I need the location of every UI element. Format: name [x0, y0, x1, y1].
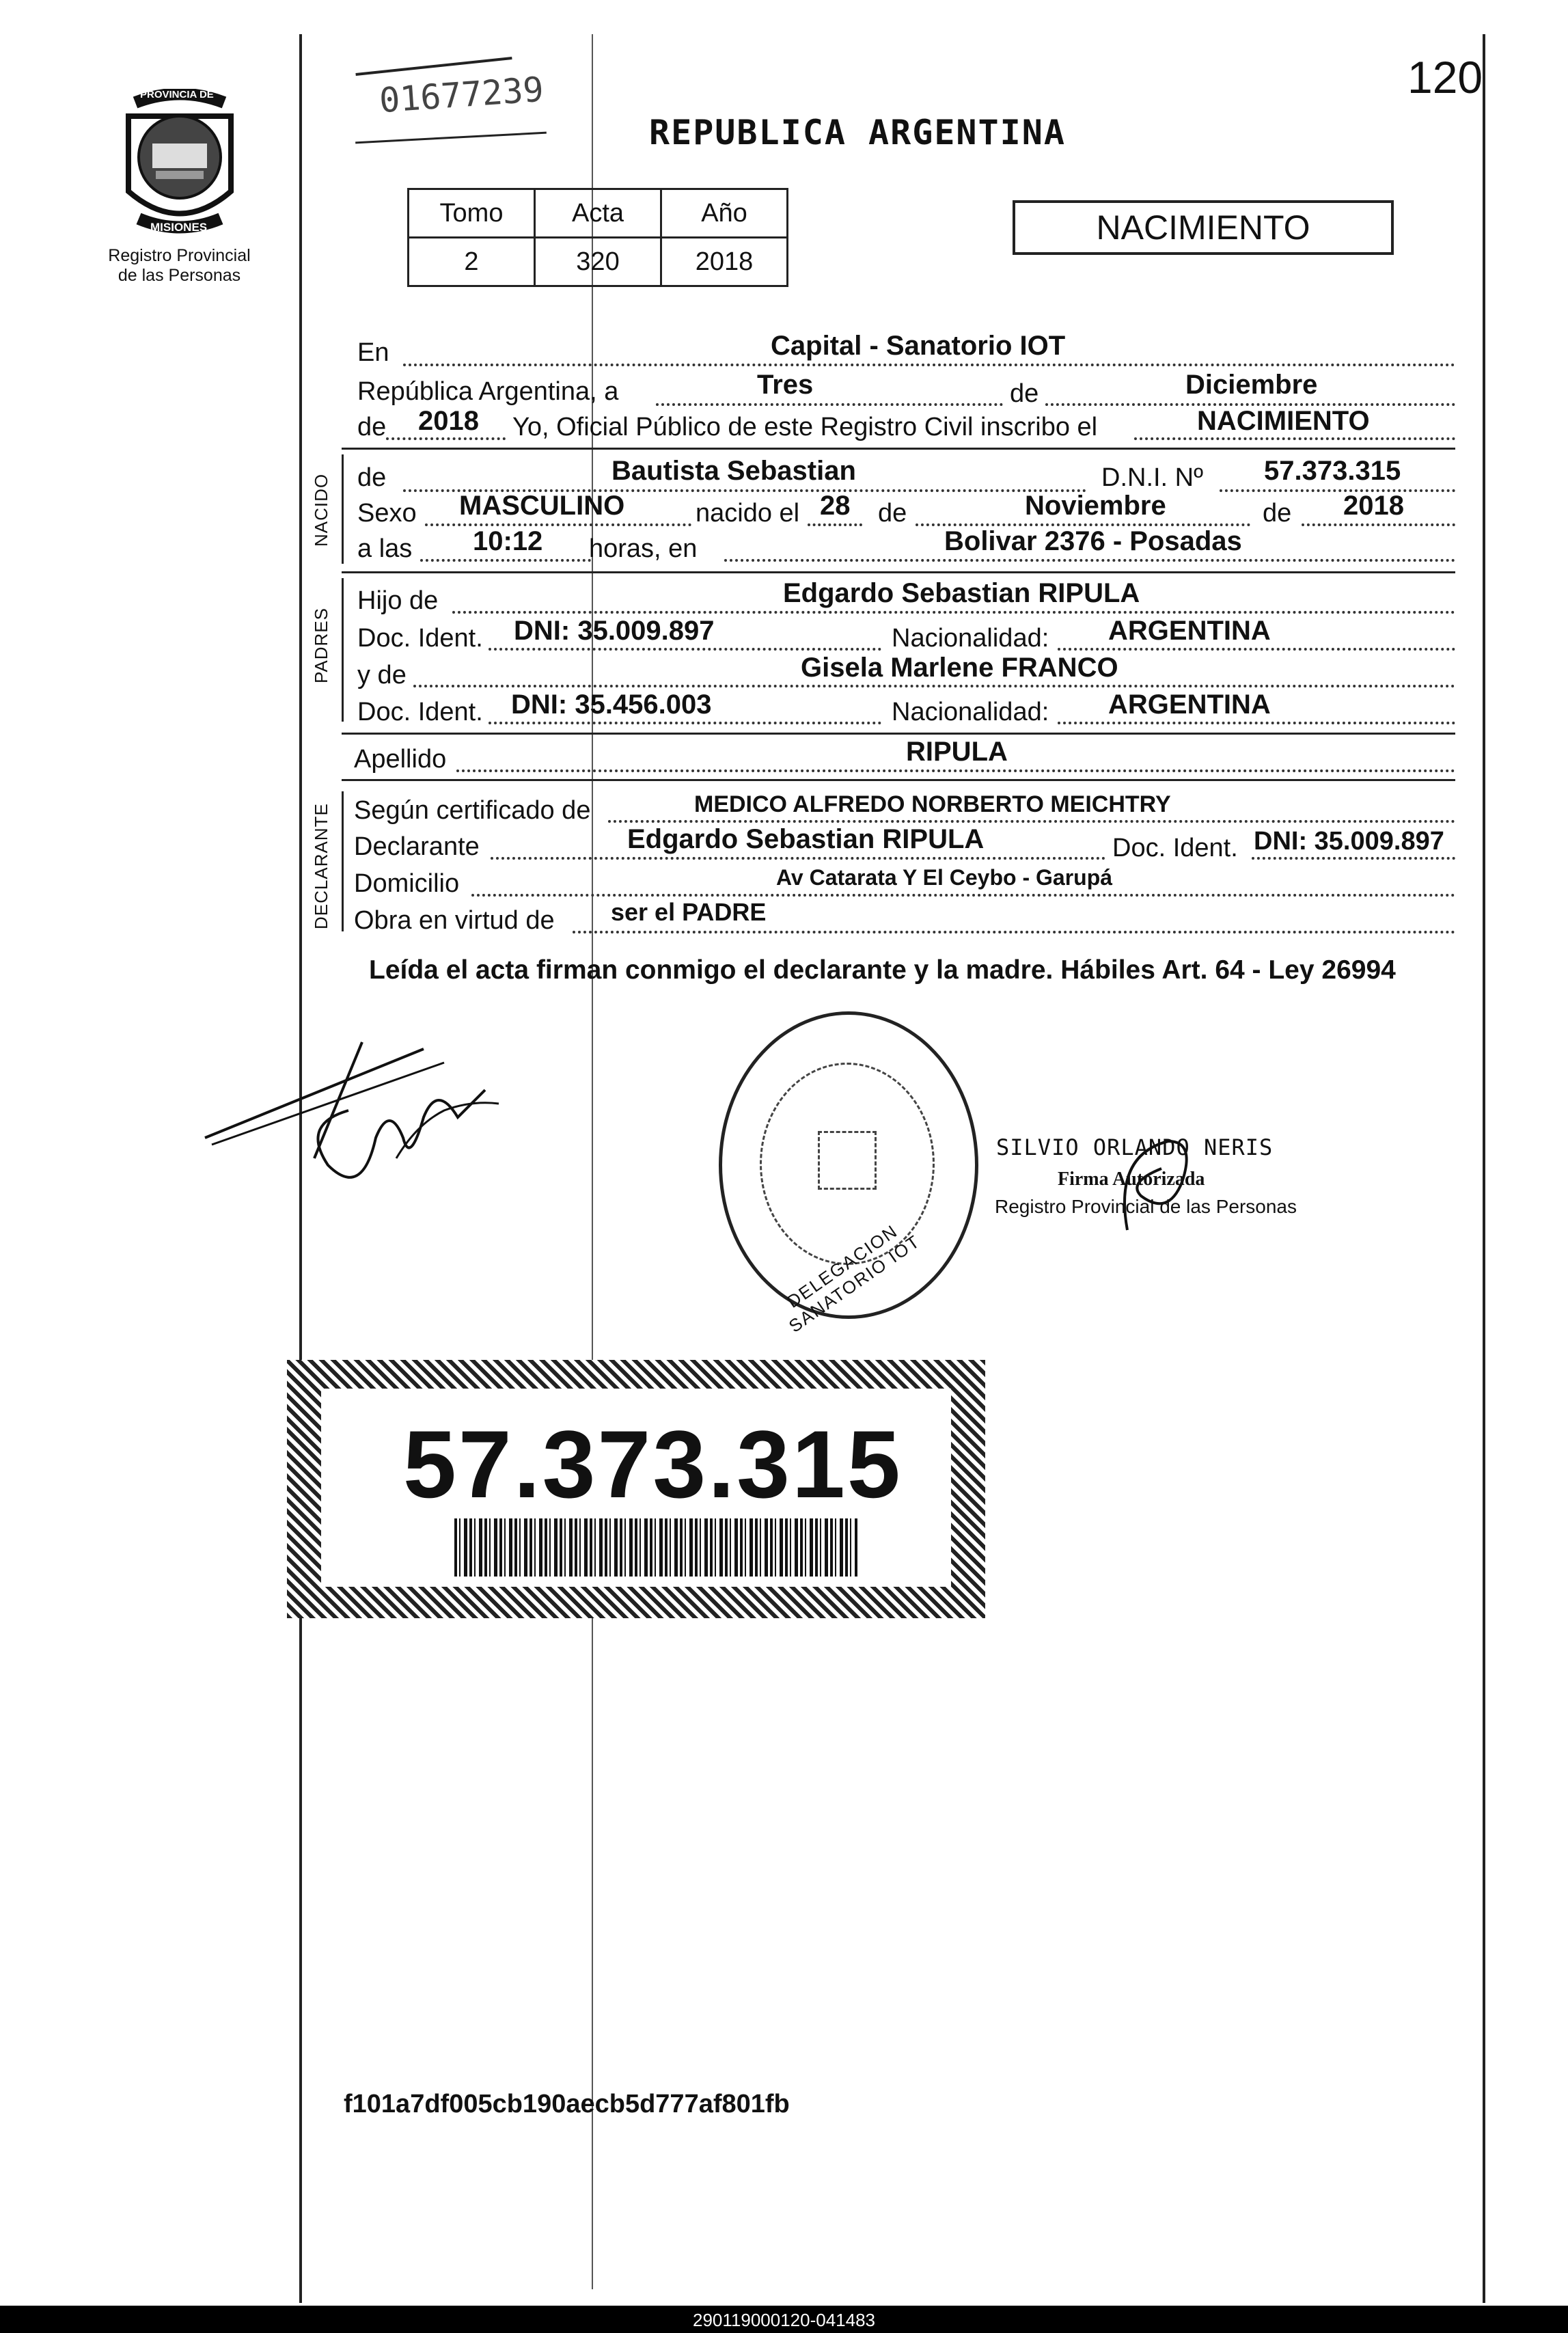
mother-nat: ARGENTINA	[1108, 690, 1271, 720]
father-doc-dots	[489, 648, 881, 651]
nacido-bracket	[342, 454, 344, 564]
en-value: Capital - Sanatorio IOT	[771, 331, 1066, 361]
segun-label: Según certificado de	[354, 796, 591, 825]
hijo-label: Hijo de	[357, 586, 439, 615]
table-value-tomo: 2	[409, 238, 535, 286]
father-nat-dots	[1058, 648, 1455, 651]
declarante-side-label: DECLARANTE	[311, 803, 331, 929]
inscribo-label: Yo, Oficial Público de este Registro Civil inscribo el	[512, 413, 1098, 441]
domicilio-label: Domicilio	[354, 869, 460, 898]
child-dni: 57.373.315	[1264, 456, 1401, 486]
father-nat: ARGENTINA	[1108, 616, 1271, 646]
table-header-tomo: Tomo	[409, 189, 535, 238]
en-label: En	[357, 338, 389, 367]
domicilio-value: Av Catarata Y El Ceybo - Garupá	[776, 865, 1113, 890]
dni-dots	[1220, 489, 1455, 492]
stamp-number: 01677239	[378, 69, 545, 121]
stamp-center-square	[818, 1131, 877, 1190]
dni-label: D.N.I. Nº	[1101, 463, 1203, 492]
official-org: Registro Provincial de las Personas	[995, 1196, 1297, 1217]
official-title: Firma Autorizada	[1058, 1169, 1205, 1190]
mother-doc-dots	[489, 722, 881, 724]
de2-label: de	[357, 413, 387, 441]
fold-line	[592, 34, 593, 2289]
official-name: SILVIO ORLANDO NERIS	[996, 1134, 1274, 1160]
declarante-bracket	[342, 791, 344, 931]
birth-year-dots	[1302, 523, 1455, 526]
declarant-signature	[198, 1022, 526, 1213]
section-divider-1	[342, 448, 1455, 450]
day-value: Tres	[757, 370, 814, 400]
inscribo-dots	[1134, 437, 1455, 440]
father-doc: DNI: 35.009.897	[514, 616, 715, 646]
decl-label: Declarante	[354, 832, 480, 861]
padres-side-label: PADRES	[311, 608, 331, 683]
nacido-el-label: nacido el	[696, 499, 800, 528]
birth-day: 28	[820, 491, 851, 521]
mother-nat-dots	[1058, 722, 1455, 724]
table-value-acta: 320	[535, 238, 661, 286]
father-name: Edgardo Sebastian RIPULA	[783, 578, 1140, 608]
logo-seal-bottom-text: MISIONES	[150, 221, 208, 234]
en-dots	[403, 364, 1455, 366]
horas-label: horas, en	[589, 534, 698, 563]
inscribo-value: NACIMIENTO	[1197, 406, 1370, 436]
logo-caption	[89, 246, 270, 286]
record-table	[407, 188, 788, 287]
closing-text: Leída el acta firman conmigo el declarante y la madre. Hábiles Art. 64 - Ley 26994	[369, 955, 1396, 985]
time-dots	[420, 559, 591, 562]
nacido-side-label: NACIDO	[311, 473, 331, 547]
birth-year: 2018	[1343, 491, 1404, 521]
month-value: Diciembre	[1185, 370, 1318, 400]
yde-label: y de	[357, 661, 407, 690]
section-divider-3	[342, 733, 1455, 735]
decl-value: Edgardo Sebastian RIPULA	[627, 824, 985, 854]
padres-bracket	[342, 578, 344, 722]
apellido-dots	[456, 769, 1455, 772]
section-divider-2	[342, 571, 1455, 573]
nac1-label: Nacionalidad:	[892, 624, 1049, 653]
birth-place: Bolivar 2376 - Posadas	[944, 526, 1242, 556]
record-type-box: NACIMIENTO	[1013, 200, 1394, 255]
doc1-label: Doc. Ident.	[357, 624, 483, 653]
place-dots	[724, 559, 1455, 562]
decl-doc-label: Doc. Ident.	[1112, 834, 1238, 862]
sexo-value: MASCULINO	[459, 491, 625, 521]
decl-doc-dots	[1252, 857, 1455, 860]
obra-dots	[573, 931, 1455, 933]
birth-time: 10:12	[473, 526, 543, 556]
doc2-label: Doc. Ident.	[357, 698, 483, 726]
logo-caption-line2: de las Personas	[118, 266, 241, 285]
rep-label: República Argentina, a	[357, 377, 619, 406]
child-name: Bautista Sebastian	[611, 456, 856, 486]
footer-code: 290119000120-041483	[692, 2310, 875, 2330]
decl-doc-value: DNI: 35.009.897	[1254, 827, 1444, 856]
dni-number-inner	[321, 1389, 951, 1587]
domicilio-dots	[471, 894, 1455, 897]
right-margin-line	[1483, 34, 1485, 2303]
obra-value: ser el PADRE	[611, 898, 767, 926]
official-signature	[1086, 1114, 1209, 1251]
logo-seal-top-text: PROVINCIA DE	[140, 89, 214, 100]
sexo-label: Sexo	[357, 499, 417, 528]
dni-card-number: 57.373.315	[403, 1410, 903, 1518]
mother-name: Gisela Marlene FRANCO	[801, 653, 1118, 683]
segun-dots	[608, 820, 1455, 823]
province-logo	[115, 89, 245, 239]
decl-dots	[491, 857, 1105, 860]
birth-month: Noviembre	[1025, 491, 1166, 521]
nacido-de-label2: de	[878, 499, 907, 528]
official-stamp	[719, 1011, 978, 1337]
year-dots	[386, 437, 506, 440]
stamp-underline-2	[355, 132, 547, 144]
document-title: REPUBLICA ARGENTINA	[649, 113, 1066, 152]
table-value-ano: 2018	[661, 238, 788, 286]
apellido-value: RIPULA	[906, 737, 1008, 767]
logo-caption-line1: Registro Provincial	[108, 246, 251, 265]
page-number: 120	[1407, 52, 1483, 103]
document-hash: f101a7df005cb190aecb5d777af801fb	[344, 2090, 790, 2118]
year-value: 2018	[418, 406, 479, 436]
a-las-label: a las	[357, 534, 413, 563]
dni-number-block	[287, 1360, 985, 1618]
obra-label: Obra en virtud de	[354, 906, 555, 935]
table-header-acta: Acta	[535, 189, 661, 238]
de-label: de	[1010, 379, 1039, 408]
dni-barcode	[454, 1518, 857, 1577]
apellido-label: Apellido	[354, 745, 447, 774]
segun-value: MEDICO ALFREDO NORBERTO MEICHTRY	[694, 791, 1171, 817]
nac2-label: Nacionalidad:	[892, 698, 1049, 726]
father-dots	[452, 611, 1455, 614]
sexo-dots	[425, 523, 691, 526]
birth-day-dots	[808, 523, 862, 526]
mother-doc: DNI: 35.456.003	[511, 690, 712, 720]
day-dots	[656, 403, 1003, 406]
footer-bar	[0, 2306, 1568, 2333]
table-header-ano: Año	[661, 189, 788, 238]
nacido-de-label3: de	[1263, 499, 1292, 528]
stamp-text: DELEGACION SANATORIO IOT	[783, 1220, 924, 1337]
nacido-de-label: de	[357, 463, 387, 492]
mother-dots	[413, 685, 1455, 687]
section-divider-4	[342, 779, 1455, 781]
